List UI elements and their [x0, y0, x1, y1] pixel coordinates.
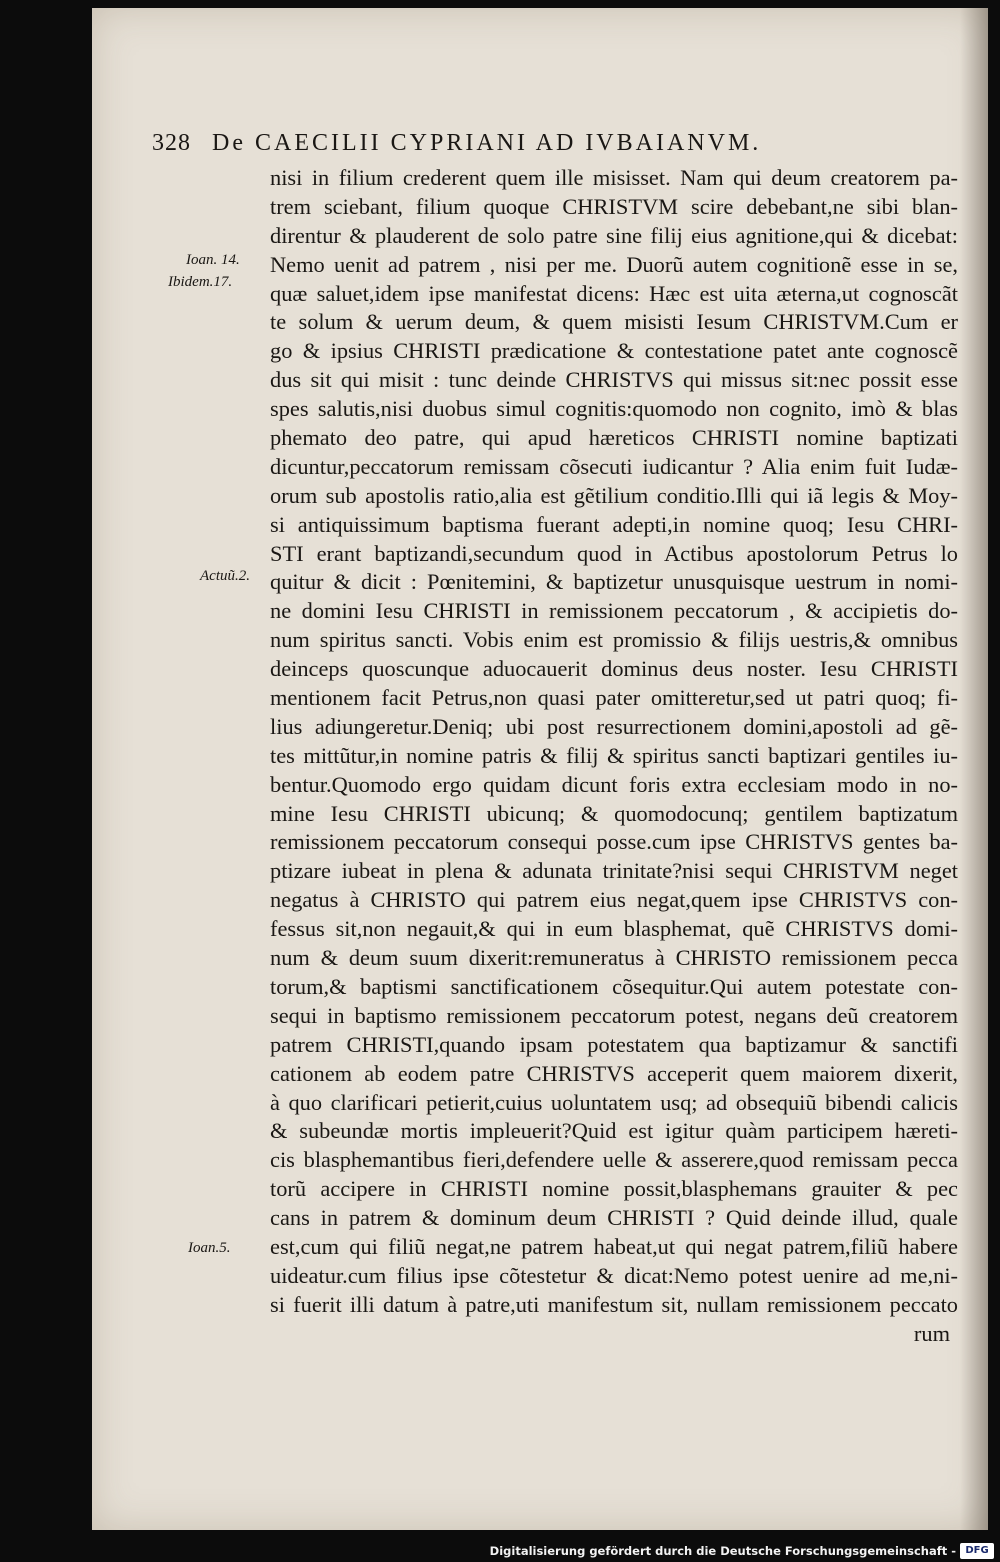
text-line: torum,& baptismi sanctificationem cõsequitur.Qui autem potestate con- [270, 973, 958, 999]
body-text [270, 164, 958, 1349]
text-line: patrem CHRISTI,quando ipsam potestatem qua baptizamur & sanctifi [270, 1031, 958, 1057]
text-line: quitur & dicit : Pœnitemini, & baptizetur unusquisque uestrum in nomi- [270, 569, 958, 595]
text-line: go & ipsius CHRISTI prædicatione & contestatione patet ante cognoscẽ [270, 338, 958, 364]
text-line: negatus à CHRISTO qui patrem eius negat,quem ipse CHRISTVS con- [270, 887, 958, 913]
dfg-logo: DFG [960, 1543, 994, 1559]
text-line: ptizare iubeat in plena & adunata trinitate?nisi sequi CHRISTVM neget [270, 858, 958, 884]
text-line: cationem ab eodem patre CHRISTVS acceperit quem maiorem dixerit, [270, 1060, 958, 1086]
text-line: Nemo uenit ad patrem , nisi per me. Duorũ autem cognitionẽ esse in se, [270, 251, 958, 277]
text-line: num & deum suum dixerit:remuneratus à CHRISTO remissionem pecca [270, 945, 958, 971]
text-line: bentur.Quomodo ergo quidam dicunt foris extra ecclesiam modo in no- [270, 771, 958, 797]
text-line: tes mittũtur,in nomine patris & filij & spiritus sancti baptizari gentiles iu- [270, 742, 958, 768]
text-line: remissionem peccatorum consequi posse.cum ipse CHRISTVS gentes ba- [270, 829, 958, 855]
margin-note: Ibidem.17. [168, 274, 233, 290]
page-edge-shadow [960, 8, 988, 1530]
footer-bar [0, 1540, 1000, 1562]
text-line: num spiritus sancti. Vobis enim est promissio & filijs uestris,& omnibus [270, 627, 958, 653]
text-line: sequi in baptismo remissionem peccatorum potest, negans deũ creatorem [270, 1002, 958, 1028]
margin-note: Actuũ.2. [200, 568, 250, 584]
text-line: lius adiungeretur.Deniq; ubi post resurrectionem domini,apostoli ad gẽ- [270, 713, 958, 739]
text-line: ne domini Iesu CHRISTI in remissionem peccatorum , & accipietis do- [270, 598, 958, 624]
text-line: nisi in filium crederent quem ille misisset. Nam qui deum creatorem pa- [270, 165, 958, 190]
text-line: & subeundæ mortis impleuerit?Quid est igitur quàm participem hæreti- [270, 1118, 958, 1144]
text-line: fessus sit,non negauit,& qui in eum blasphemat, quẽ CHRISTVS domi- [270, 916, 958, 942]
text-line: mentionem facit Petrus,non quasi pater omitteretur,sed ut patri quoq; fi- [270, 685, 958, 711]
text-line: phemato deo patre, qui apud hæreticos CHRISTI nomine baptizati [270, 425, 958, 451]
text-line: direntur & plauderent de solo patre sine filij eius agnitione,qui & dicebat: [270, 222, 958, 248]
text-line: orum sub apostolis ratio,alia est gẽtilium conditio.Illi qui iã legis & Moy- [270, 482, 958, 508]
text-line: trem sciebant, filium quoque CHRISTVM scire debebant,ne sibi blan- [270, 193, 958, 219]
text-line: si antiquissimum baptisma fuerant adepti,in nomine quoq; Iesu CHRI- [270, 511, 958, 537]
running-title: De CAECILII CYPRIANI AD IVBAIANVM. [212, 130, 762, 156]
text-line: dicuntur,peccatorum remissam cõsecuti iudicantur ? Alia enim fuit Iudæ- [270, 453, 958, 479]
text-line: torũ accipere in CHRISTI nomine possit,blasphemans grauiter & pec [270, 1176, 958, 1202]
running-head [152, 130, 872, 166]
text-line: quæ saluet,idem ipse manifestat dicens: Hæc est uita æterna,ut cognoscãt [270, 280, 958, 306]
text-line: dus sit qui misit : tunc deinde CHRISTVS qui missus sit:nec possit esse [270, 367, 958, 393]
text-line: deinceps quoscunque aduocauerit dominus deus noster. Iesu CHRISTI [270, 656, 958, 682]
page-number: 328 [152, 130, 191, 156]
text-line: cis blasphemantibus fieri,defendere uelle & asserere,quod remissam pecca [270, 1147, 958, 1173]
text-line: uideatur.cum filius ipse cõtestetur & dicat:Nemo potest uenire ad me,ni- [270, 1262, 958, 1288]
text-line: te solum & uerum deum, & quem misisti Iesum CHRISTVM.Cum er [270, 309, 958, 335]
funding-credit: Digitalisierung gefördert durch die Deutsche Forschungsgemeinschaft - [489, 1544, 956, 1558]
text-line: est,cum qui filiũ negat,ne patrem habeat,ut qui negat patrem,filiũ habere [270, 1233, 958, 1259]
catchword: rum [913, 1320, 950, 1346]
text-line: spes salutis,nisi duobus simul cognitis:quomodo non cognito, imò & blas [270, 396, 958, 422]
text-line: cans in patrem & dominum deum CHRISTI ? Quid deinde illud, quale [270, 1205, 958, 1231]
margin-note: Ioan.5. [188, 1240, 231, 1256]
text-line: STI erant baptizandi,secundum quod in Actibus apostolorum Petrus lo [270, 540, 958, 566]
text-line: mine Iesu CHRISTI ubicunq; & quomodocunq; gentilem baptizatum [270, 800, 958, 826]
text-line: si fuerit illi datum à patre,uti manifestum sit, nullam remissionem peccato [270, 1291, 958, 1317]
margin-note: Ioan. 14. [186, 252, 240, 268]
text-line: à quo clarificari petierit,cuius uoluntatem usq; ad obsequiũ bibendi calicis [270, 1089, 958, 1115]
